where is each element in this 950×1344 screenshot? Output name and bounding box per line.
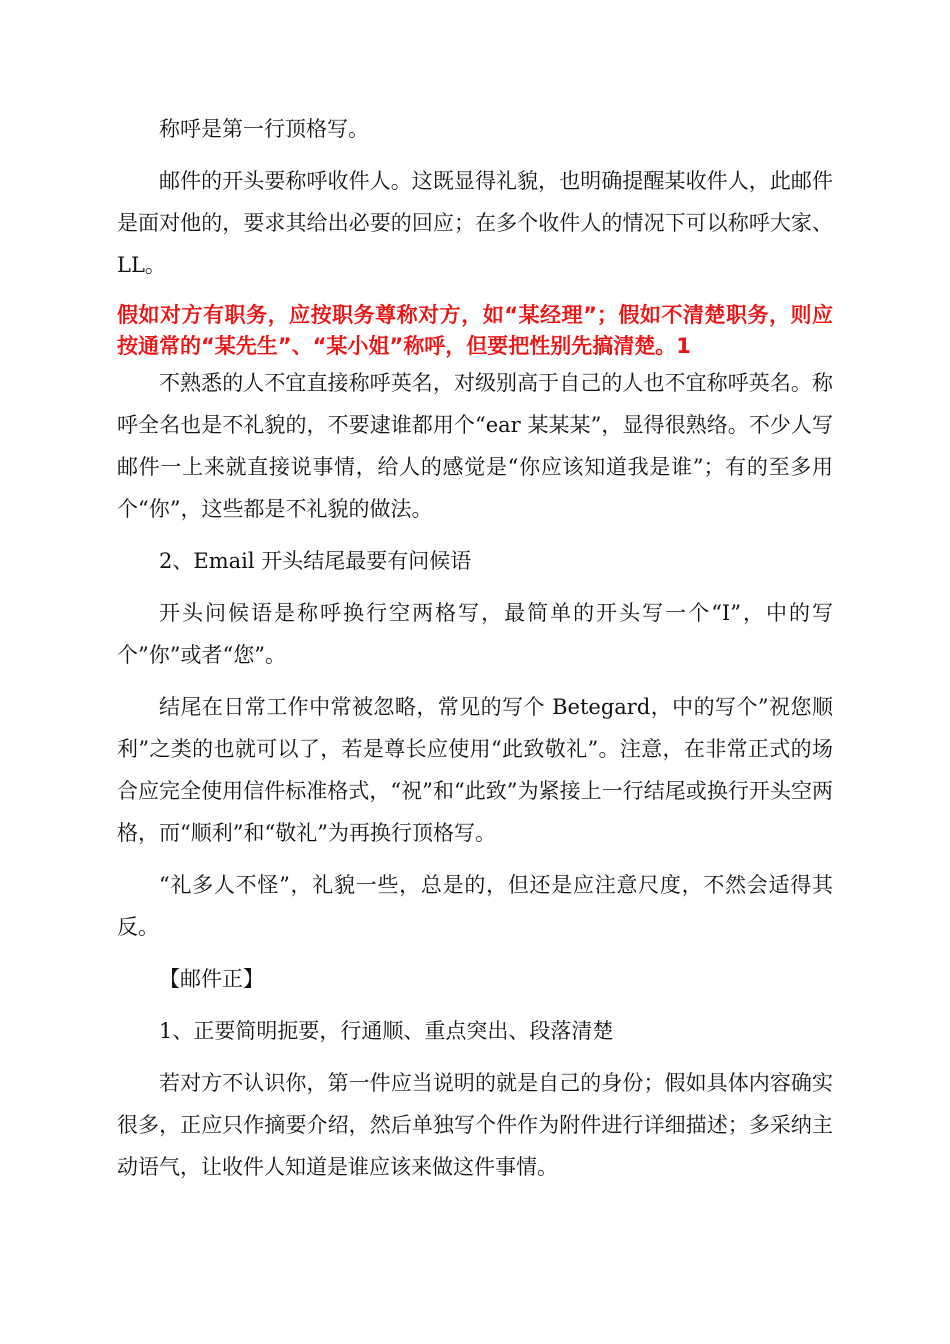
paragraph-name-etiquette: 不熟悉的人不宜直接称呼英名，对级别高于自己的人也不宜称呼英名。称呼全名也是不礼貌的，不要逮谁都用个“ear 某某某”，显得很熟络。不少人写邮件一上来就直接说事情，给人的感觉是“你应该知道我是谁”；有的至多用个“你”，这些都是不礼貌的做法。 [117,371,833,521]
highlighted-note: 假如对方有职务，应按职务尊称对方，如“某经理”；假如不清楚职务，则应按通常的“某先生”、“某小姐”称呼，但要把性别先搞清楚。1 [117,303,833,358]
section-heading-concise: 1、正要简明扼要，行通顺、重点突出、段落清楚 [159,1019,614,1043]
paragraph-courtesy: “礼多人不怪”，礼貌一些，总是的，但还是应注意尺度，不然会适得其反。 [117,873,833,939]
paragraph-closing-greeting: 结尾在日常工作中常被忽略，常见的写个 Betegard，中的写个”祝您顺利”之类的也就可以了，若是尊长应使用“此致敬礼”。注意，在非常正式的场合应完全使用信件标准格式，“祝”和“此致”为紧接上一行结尾或换行开头空两格，而“顺利”和“敬礼”为再换行顶格写。 [117,695,833,845]
paragraph-body-guidance: 若对方不认识你，第一件应当说明的就是自己的身份；假如具体内容确实很多，正应只作摘要介绍，然后单独写个件作为附件进行详细描述；多采纳主动语气，让收件人知道是谁应该来做这件事情。 [117,1071,833,1179]
document-page [117,108,833,1188]
paragraph-address-recipient: 邮件的开头要称呼收件人。这既显得礼貌，也明确提醒某收件人，此邮件是面对他的，要求其给出必要的回应；在多个收件人的情况下可以称呼大家、LL。 [117,169,833,277]
paragraph-salutation-position: 称呼是第一行顶格写。 [159,117,369,141]
section-heading-body: 【邮件正】 [159,967,264,991]
paragraph-opening-greeting: 开头问候语是称呼换行空两格写，最简单的开头写一个“I”，中的写个”你”或者“您”。 [117,601,833,667]
section-heading-greeting: 2、Email 开头结尾最要有问候语 [159,549,472,573]
